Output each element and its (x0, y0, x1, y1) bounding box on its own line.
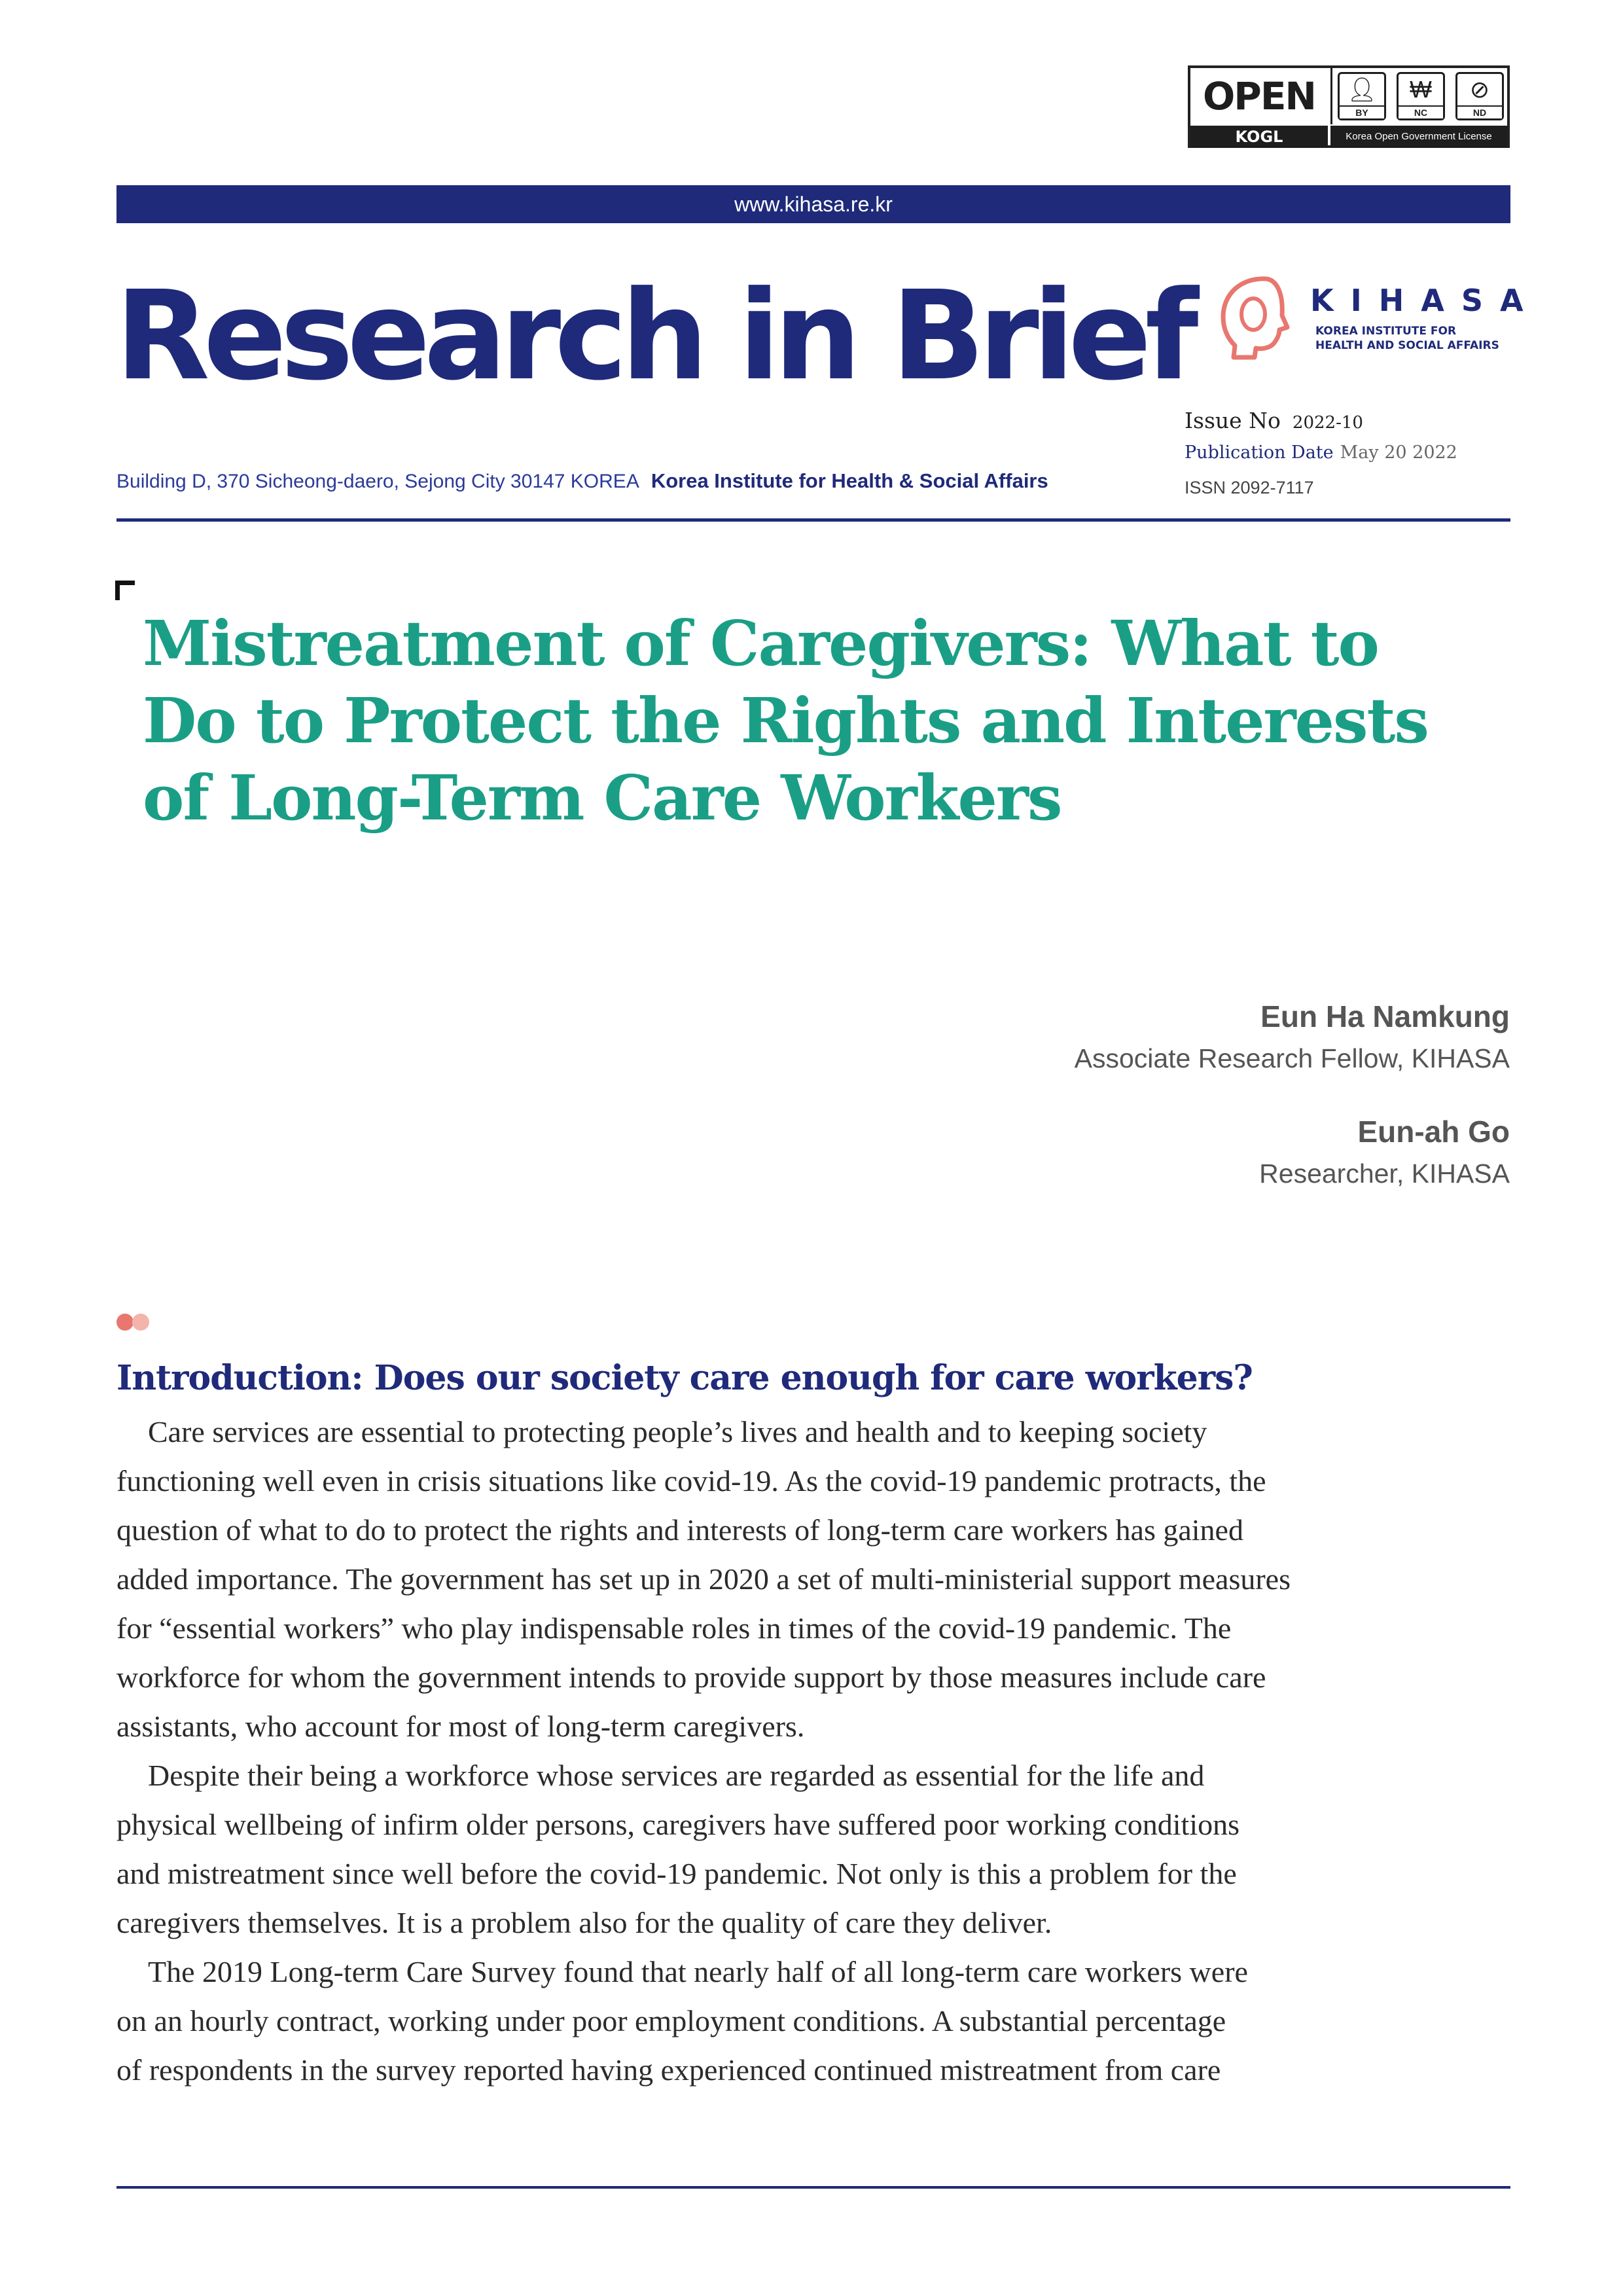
body-line: on an hourly contract, working under poor employment conditions. A substantial percentage (116, 2004, 1226, 2037)
author-name: Eun-ah Go (1357, 1115, 1510, 1149)
kogl-label: KOGL (1190, 126, 1328, 148)
kihasa-wordmark: KIHASA (1310, 283, 1541, 318)
section-dot-icon (116, 1314, 134, 1331)
nc-tag: NC (1399, 105, 1443, 118)
kogl-license-badge (1188, 65, 1510, 148)
body-line: Despite their being a workforce whose services are regarded as essential for the life and (148, 1759, 1205, 1792)
body-line: workforce for whom the government intends to provide support by those measures include care (116, 1660, 1266, 1694)
url-bar (116, 185, 1510, 223)
issue-line (1185, 408, 1363, 433)
body-line: assistants, who account for most of long-term caregivers. (116, 1710, 805, 1743)
publication-date: May 20 2022 (1340, 442, 1457, 463)
body-line: added importance. The government has set up in 2020 a set of multi-ministerial support measures (116, 1562, 1291, 1596)
body-line: question of what to do to protect the rights and interests of long-term care workers has gained (116, 1513, 1243, 1547)
person-icon: 👤︎ (1347, 76, 1377, 103)
masthead-title: Research in Brief (115, 264, 1192, 408)
section-heading: Introduction: Does our society care enough for care workers? (116, 1358, 1253, 1398)
issn: ISSN 2092-7117 (1185, 478, 1314, 497)
publication-date-label: Publication Date (1185, 442, 1334, 463)
section-dot-icon (132, 1314, 149, 1331)
corner-bracket-icon (115, 581, 135, 600)
issue-number: 2022-10 (1292, 413, 1363, 433)
no-commercial-icon: ₩ (1410, 76, 1432, 103)
nd-tag: ND (1457, 105, 1502, 118)
body-line: caregivers themselves. It is a problem also for the quality of care they deliver. (116, 1906, 1052, 1939)
publication-date-line (1185, 442, 1457, 463)
body-line: of respondents in the survey reported having experienced continued mistreatment from care (116, 2053, 1221, 2087)
masthead-divider (116, 518, 1510, 522)
site-url[interactable]: www.kihasa.re.kr (734, 192, 893, 216)
body-line: functioning well even in crisis situations like covid-19. As the covid-19 pandemic protracts, the (116, 1464, 1266, 1498)
kihasa-subtitle-line1: KOREA INSTITUTE FOR (1315, 325, 1457, 338)
body-line: physical wellbeing of infirm older persons, caregivers have suffered poor working conditions (116, 1808, 1240, 1841)
body-line: for “essential workers” who play indispensable roles in times of the covid-19 pandemic. The (116, 1611, 1232, 1645)
kihasa-subtitle-line2: HEALTH AND SOCIAL AFFAIRS (1315, 339, 1499, 352)
footer-divider (116, 2186, 1510, 2189)
author-affiliation: Associate Research Fellow, KIHASA (1074, 1043, 1510, 1073)
address-line (116, 469, 1048, 493)
license-conditions (1330, 68, 1509, 124)
author-name: Eun Ha Namkung (1260, 999, 1510, 1033)
kihasa-head-logo-icon (1214, 274, 1299, 361)
body-line: Care services are essential to protecting people’s lives and health and to keeping society (148, 1415, 1207, 1448)
body-text (116, 1407, 1510, 2094)
author-affiliation: Researcher, KIHASA (1259, 1158, 1510, 1189)
kogl-open-label: OPEN (1203, 74, 1315, 118)
by-badge (1338, 72, 1386, 120)
by-tag: BY (1340, 105, 1384, 118)
license-caption: Korea Open Government License (1330, 126, 1507, 148)
institute-name: Korea Institute for Health & Social Affairs (651, 469, 1048, 492)
issue-label: Issue No (1185, 408, 1281, 433)
body-line: and mistreatment since well before the covid-19 pandemic. Not only is this a problem for the (116, 1857, 1237, 1890)
article-title: Mistreatment of Caregivers: What to Do to Protect the Rights and Interests of Long-Term Care Workers (143, 607, 1428, 834)
nc-badge (1397, 72, 1445, 120)
nd-badge (1455, 72, 1504, 120)
no-derivatives-icon: ⊘ (1469, 76, 1490, 103)
body-line: The 2019 Long-term Care Survey found that nearly half of all long-term care workers were (148, 1955, 1248, 1988)
address: Building D, 370 Sicheong-daero, Sejong City 30147 KOREA (116, 471, 639, 492)
